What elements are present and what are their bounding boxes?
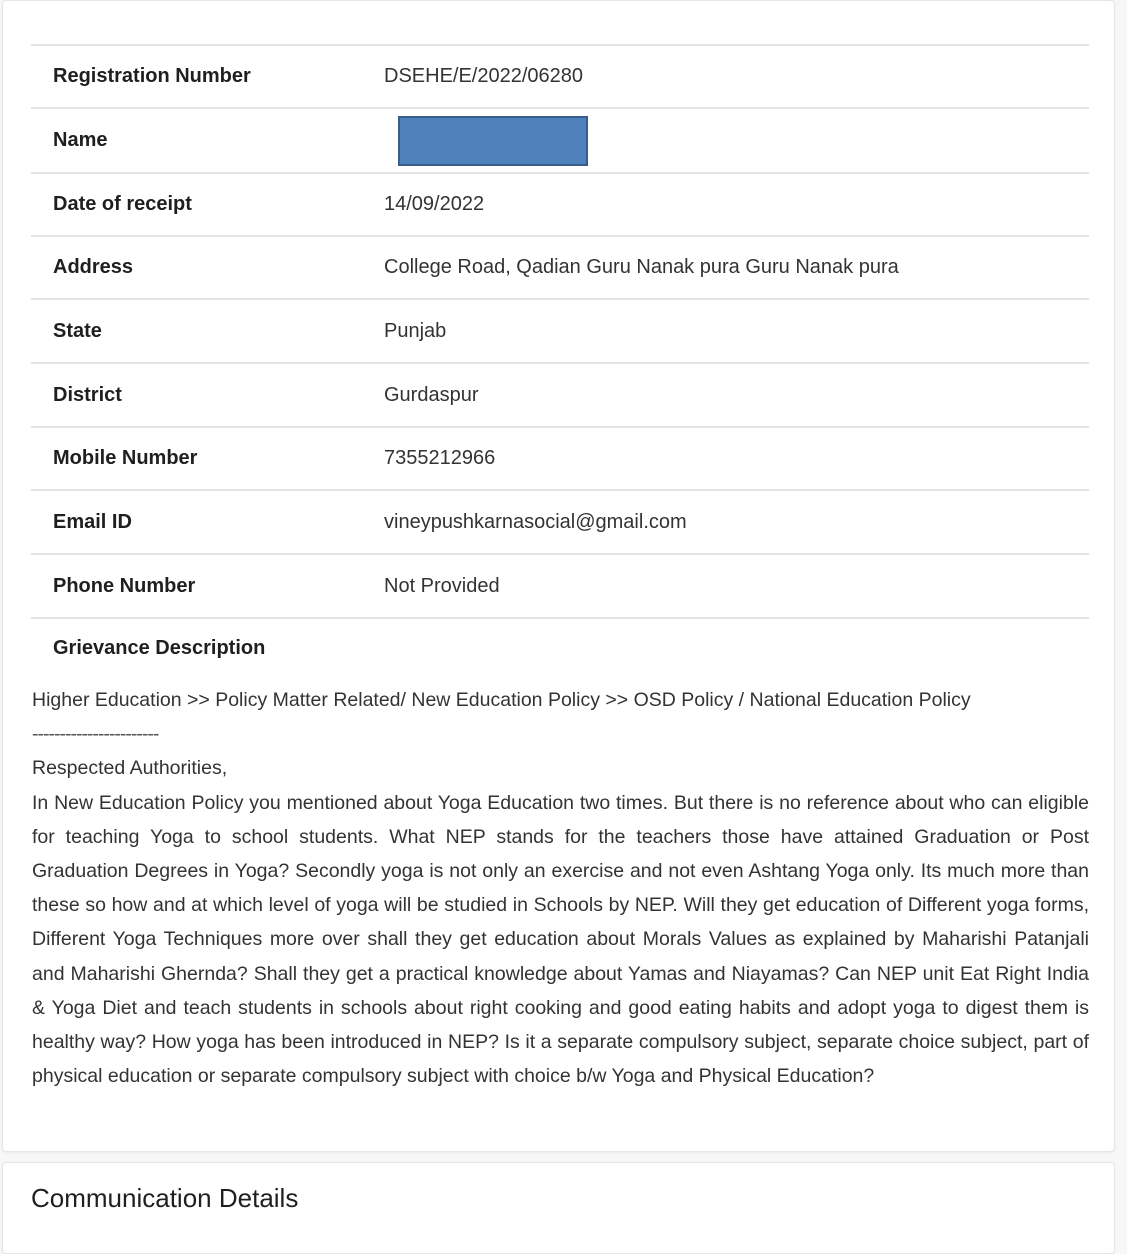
row-address — [31, 236, 1089, 299]
row-registration-number — [31, 45, 1089, 108]
grievance-body-text: In New Education Policy you mentioned about Yoga Education two times. But there is no reference about who can eligible for teaching Yoga to school students. What NEP stands for the teachers those have attained Graduation or Post Graduation Degrees in Yoga? Secondly yoga is not only an exercise and not even Ashtang Yoga only. Its much more than these so how and at which level of yoga will be studied in Schools by NEP. Will they get education of Different yoga forms, Different Yoga Techniques more over shall they get education about Morals Values as explained by Maharishi Patanjali and Maharishi Ghernda? Shall they get a practical knowledge about Yamas and Niayamas? Can NEP unit Eat Right India & Yoga Diet and teach students in schools about right cooking and good eating habits and adopt yoga to digest them is healthy way? How yoga has been introduced in NEP? Is it a separate compulsory subject, separate choice subject, part of physical education or separate compulsory subject with choice b/w Yoga and Physical Education? — [32, 791, 1089, 1088]
name-redaction-box — [398, 116, 588, 166]
grievance-description-label: Grievance Description — [53, 637, 266, 659]
name-label: Name — [31, 108, 384, 173]
row-phone-number — [31, 554, 1089, 618]
grievance-separator: ----------------------- — [32, 723, 159, 746]
row-name — [31, 108, 1089, 173]
grievance-details-card — [2, 0, 1115, 1152]
name-value — [384, 108, 1089, 173]
row-email-id — [31, 490, 1089, 554]
grievance-salutation: Respected Authorities, — [32, 757, 228, 780]
phone-number-label: Phone Number — [31, 554, 384, 618]
details-table — [31, 44, 1089, 619]
communication-details-title: Communication Details — [31, 1183, 299, 1213]
phone-number-value: Not Provided — [384, 554, 1089, 618]
row-date-of-receipt — [31, 173, 1089, 236]
district-label: District — [31, 363, 384, 427]
address-value: College Road, Qadian Guru Nanak pura Guru Nanak pura — [384, 236, 1089, 299]
district-value: Gurdaspur — [384, 363, 1089, 427]
row-mobile-number — [31, 427, 1089, 490]
registration-number-label: Registration Number — [31, 45, 384, 108]
grievance-category-path: Higher Education >> Policy Matter Related/ New Education Policy >> OSD Policy / National Education Policy — [32, 689, 971, 711]
mobile-number-value: 7355212966 — [384, 427, 1089, 490]
email-id-value: vineypushkarnasocial@gmail.com — [384, 490, 1089, 554]
state-label: State — [31, 299, 384, 363]
grievance-description-body — [32, 683, 1089, 1093]
mobile-number-label: Mobile Number — [31, 427, 384, 490]
email-id-label: Email ID — [31, 490, 384, 554]
date-of-receipt-label: Date of receipt — [31, 173, 384, 236]
row-district — [31, 363, 1089, 427]
address-label: Address — [31, 236, 384, 299]
registration-number-value: DSEHE/E/2022/06280 — [384, 45, 1089, 108]
row-state — [31, 299, 1089, 363]
state-value: Punjab — [384, 299, 1089, 363]
date-of-receipt-value: 14/09/2022 — [384, 173, 1089, 236]
communication-details-card — [2, 1162, 1115, 1254]
